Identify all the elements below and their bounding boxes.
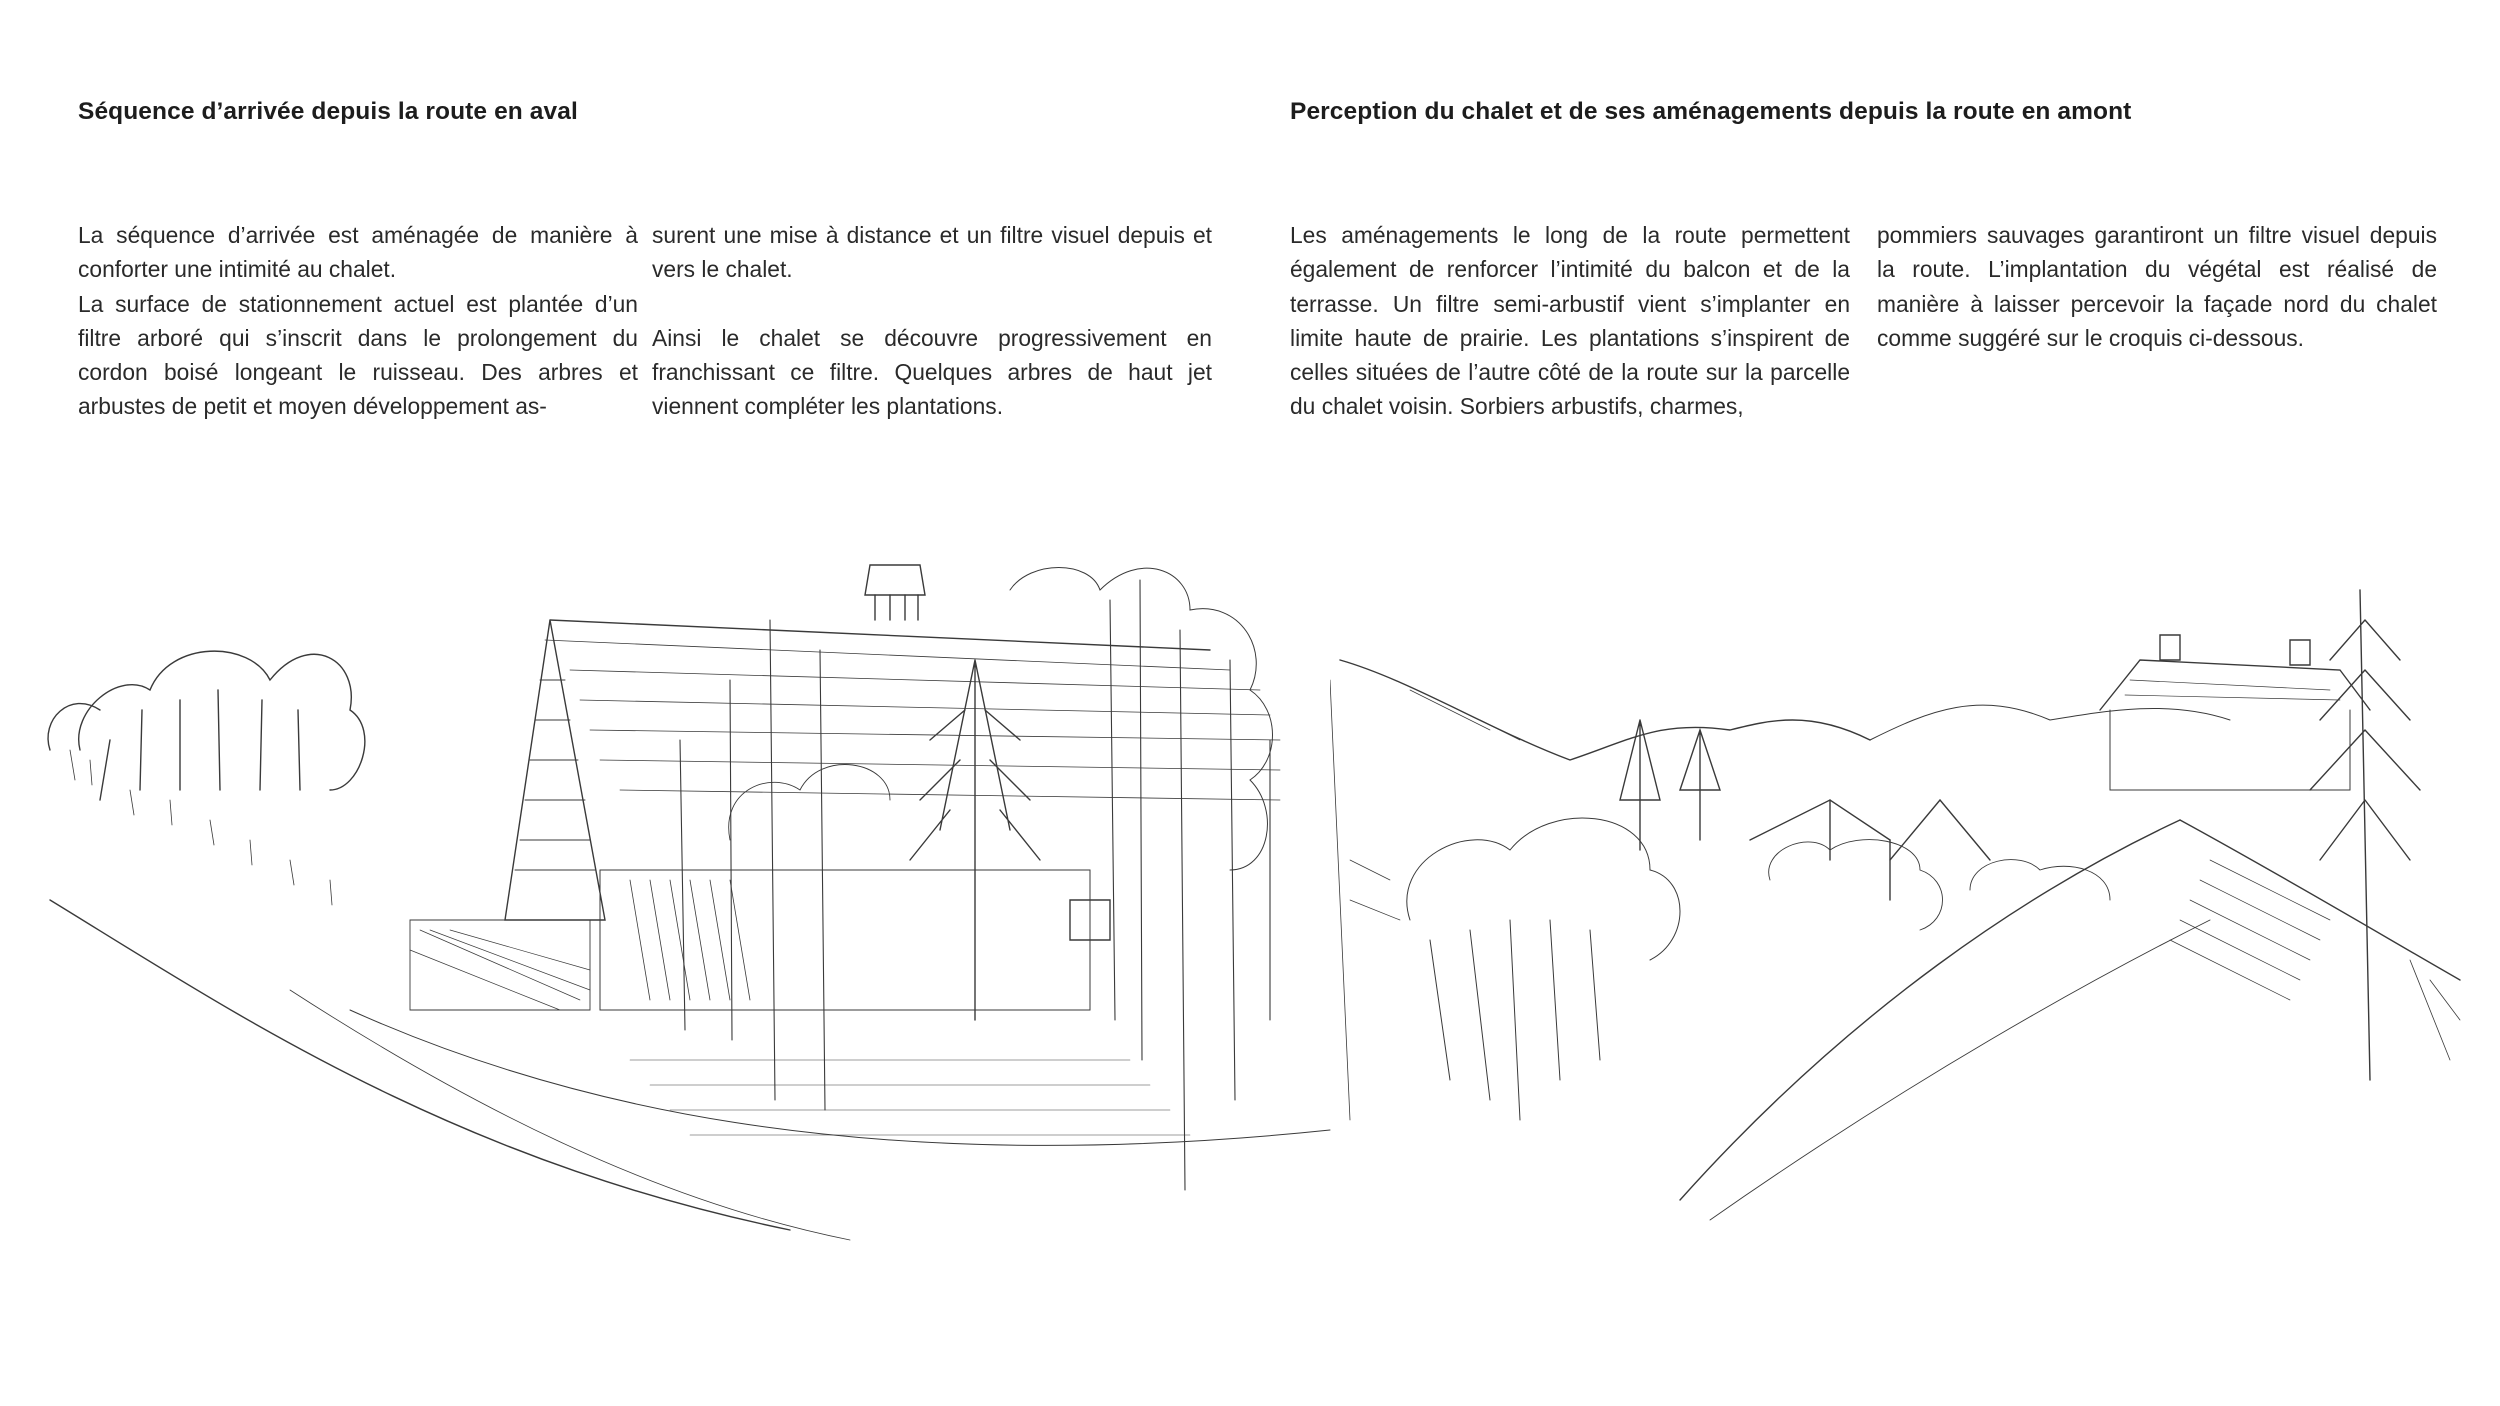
right-sketch-illustration <box>1330 560 2470 1320</box>
left-text-column-2 <box>652 218 1212 423</box>
left-text-column-1 <box>78 218 638 424</box>
right-text-column-1 <box>1290 218 1850 424</box>
left-section-heading: Séquence d’arrivée depuis la route en aval <box>78 98 578 125</box>
right-section-heading: Perception du chalet et de ses aménagements depuis la route en amont <box>1290 98 2132 125</box>
right-col2-paragraph-1: pommiers sauvages garantiront un filtre visuel depuis la route. L’implantation du végétal est réalisé de manière à laisser percevoir la façade nord du chalet comme suggéré sur le croquis ci-dessous. <box>1877 222 2437 351</box>
left-col1-paragraph-2: La surface de stationnement actuel est plantée d’un filtre arboré qui s’inscrit dans le prolongement du cordon boisé longeant le ruisseau. Des arbres et arbustes de petit et moyen développement as- <box>78 290 638 420</box>
left-sketch-illustration <box>30 540 1350 1300</box>
right-col1-paragraph-1: Les aménagements le long de la route permettent également de renforcer l’intimité du balcon et de la terrasse. Un filtre semi-arbustif vient s’implanter en limite haute de prairie. Les plantations s’inspirent de celles situées de l’autre côté de la route sur la parcelle du chalet voisin. Sorbiers arbustifs, charmes, <box>1290 222 1850 420</box>
left-col2-paragraph-1: surent une mise à distance et un filtre visuel depuis et vers le chalet. <box>652 222 1212 283</box>
left-col1-paragraph-1: La séquence d’arrivée est aménagée de manière à conforter une intimité au chalet. <box>78 222 638 283</box>
left-col2-paragraph-2: Ainsi le chalet se découvre progressivement en franchissant ce filtre. Quelques arbres de haut jet viennent compléter les plantations. <box>652 324 1212 420</box>
right-text-column-2 <box>1877 218 2437 355</box>
